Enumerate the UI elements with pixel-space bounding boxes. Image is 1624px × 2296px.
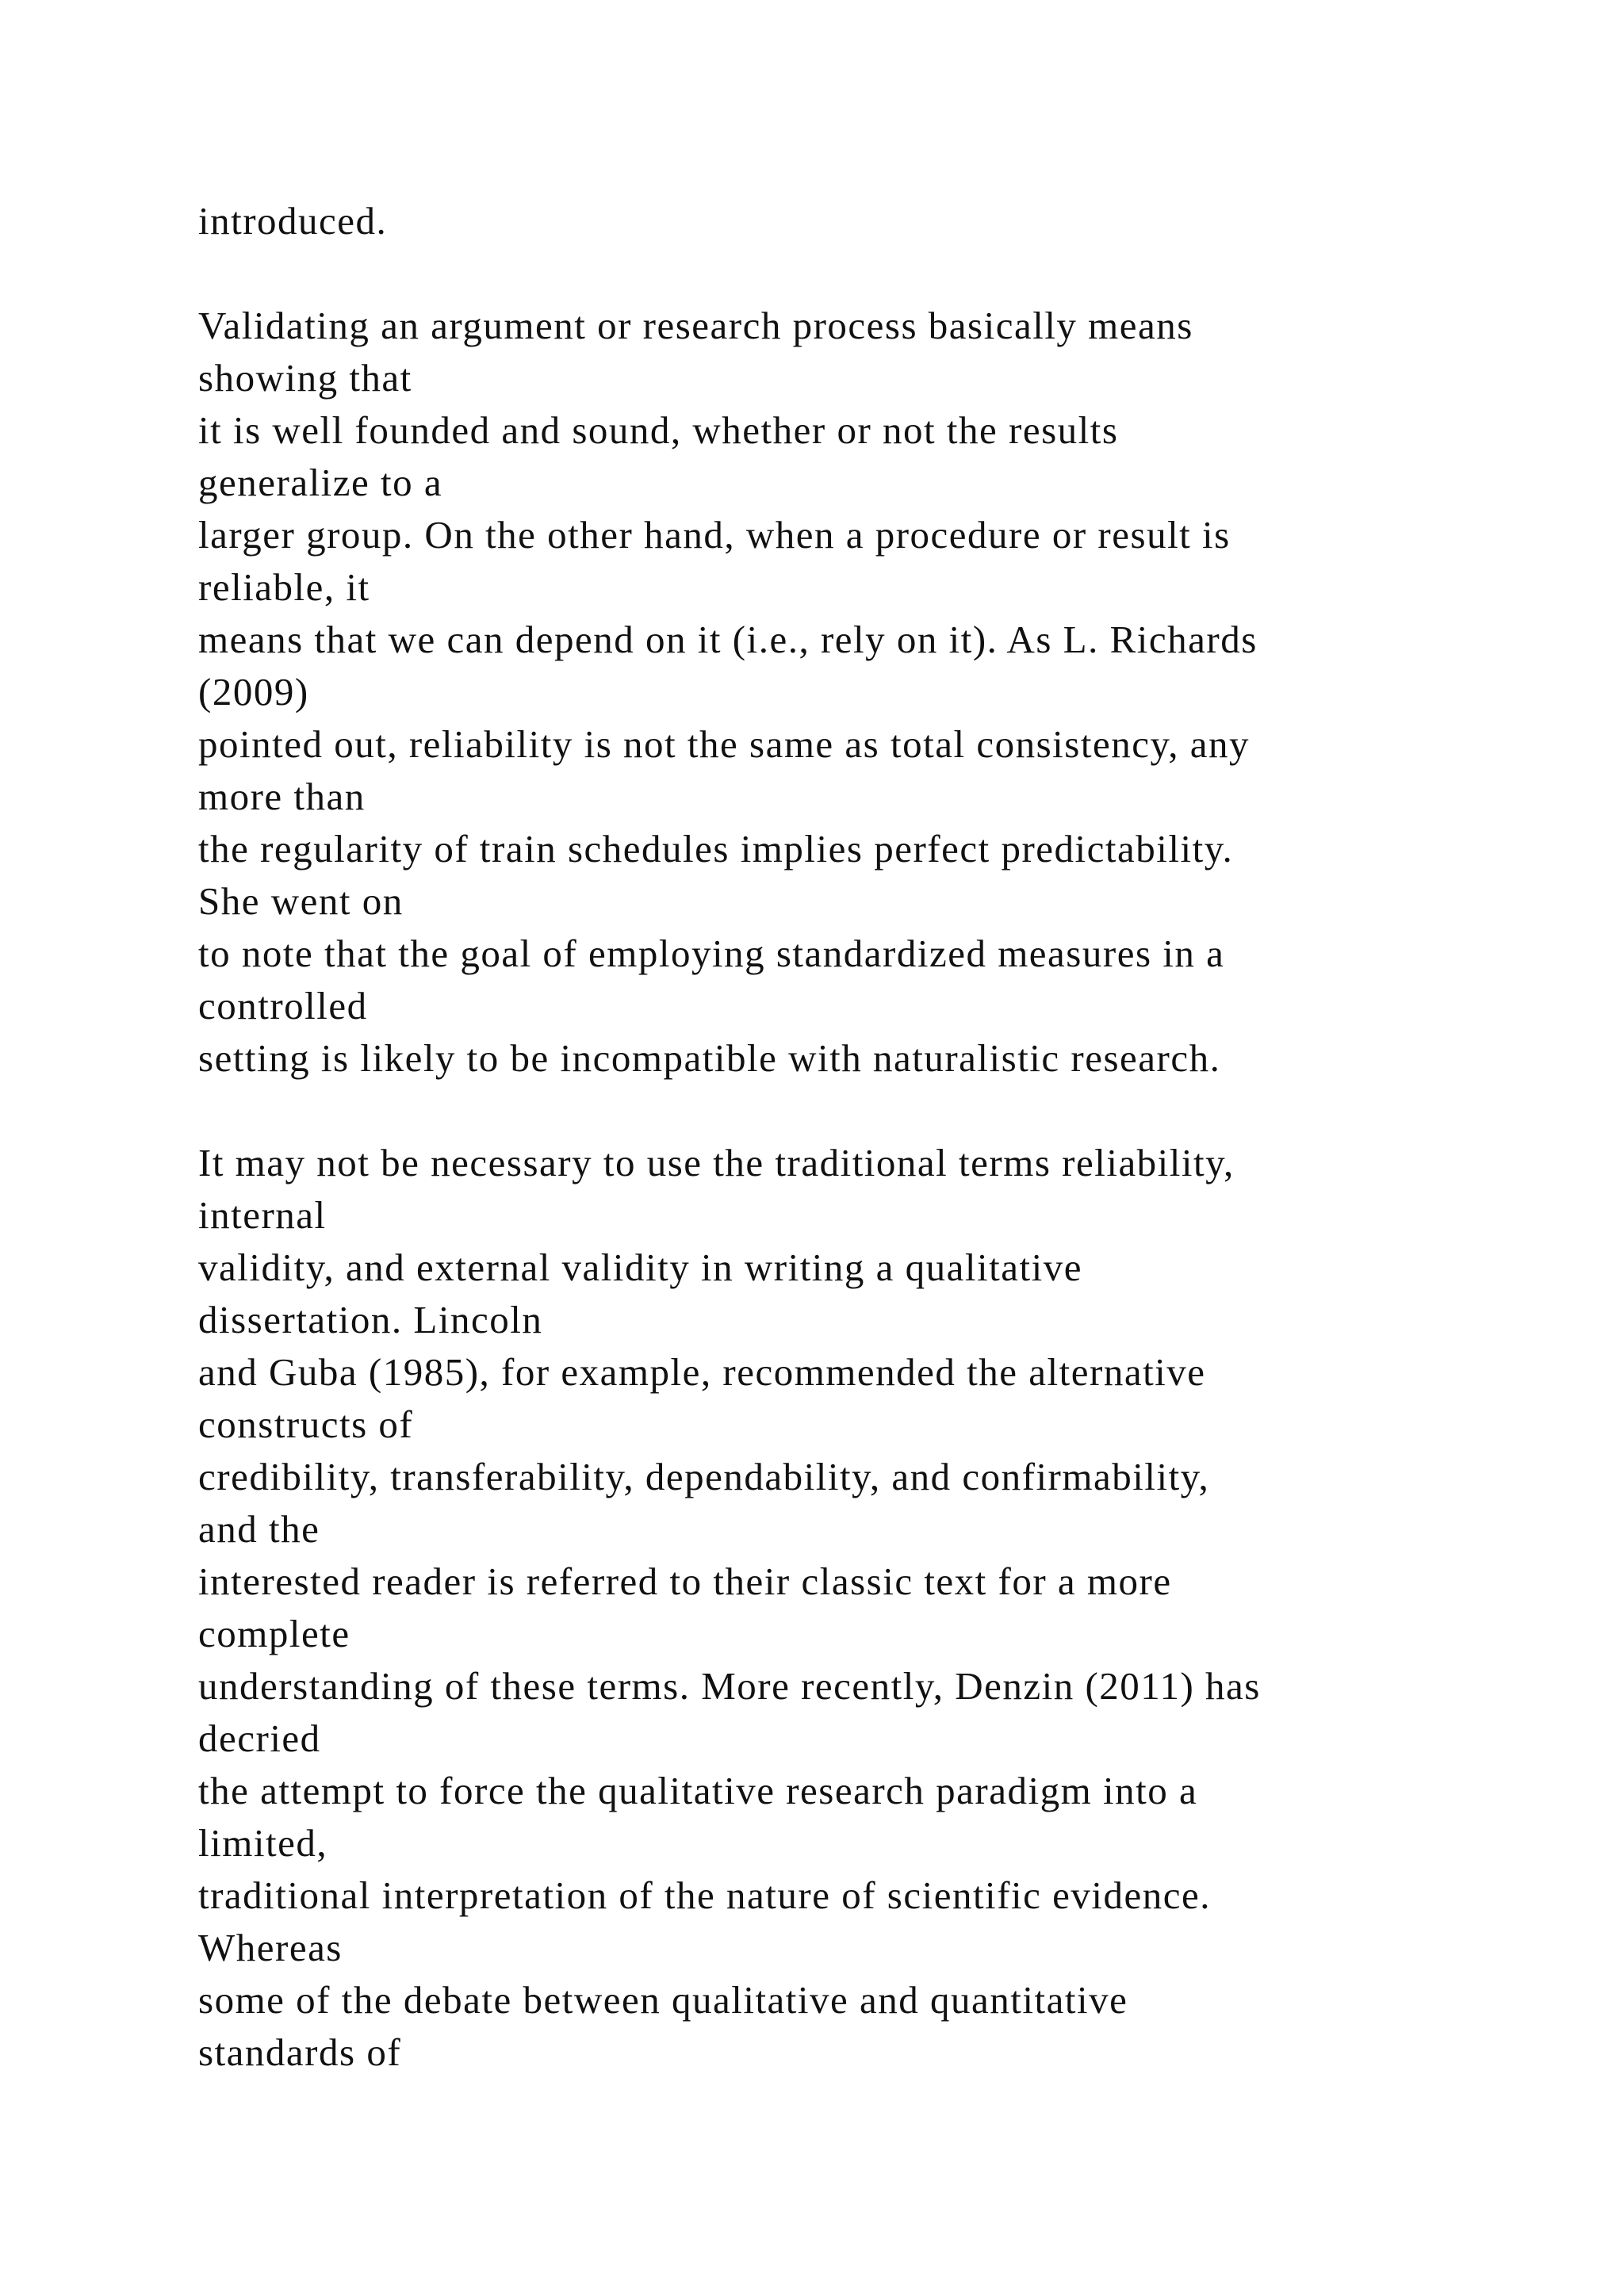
- text-line: controlled: [198, 984, 368, 1027]
- text-line: to note that the goal of employing standardized measures in a: [198, 932, 1225, 975]
- text-line: traditional interpretation of the nature of scientific evidence.: [198, 1873, 1211, 1917]
- text-line: interested reader is referred to their classic text for a more: [198, 1559, 1172, 1603]
- text-line: limited,: [198, 1821, 328, 1865]
- text-line: showing that: [198, 356, 412, 400]
- text-line: standards of: [198, 2030, 402, 2074]
- text-line: internal: [198, 1193, 327, 1237]
- text-line: larger group. On the other hand, when a procedure or result is: [198, 513, 1231, 557]
- text-line: credibility, transferability, dependability, and confirmability,: [198, 1455, 1210, 1498]
- text-line: it is well founded and sound, whether or not the results: [198, 408, 1119, 452]
- text-line: understanding of these terms. More recently, Denzin (2011) has: [198, 1664, 1261, 1708]
- text-line: pointed out, reliability is not the same as total consistency, any: [198, 722, 1251, 766]
- text-line: some of the debate between qualitative and quantitative: [198, 1978, 1128, 2022]
- text-line: Whereas: [198, 1926, 343, 1969]
- text-line: means that we can depend on it (i.e., rely on it). As L. Richards: [198, 618, 1258, 661]
- text-line: setting is likely to be incompatible with naturalistic research.: [198, 1036, 1221, 1080]
- text-line: complete: [198, 1612, 350, 1655]
- paragraph-gap: [198, 1085, 1546, 1137]
- text-line: reliable, it: [198, 565, 370, 609]
- text-line: validity, and external validity in writing a qualitative: [198, 1246, 1082, 1289]
- text-line: decried: [198, 1716, 321, 1760]
- text-line: dissertation. Lincoln: [198, 1298, 543, 1341]
- text-line: She went on: [198, 879, 404, 923]
- text-line: introduced.: [198, 199, 388, 243]
- text-line: Validating an argument or research process basically means: [198, 304, 1193, 347]
- text-line: and the: [198, 1507, 320, 1551]
- text-line: more than: [198, 775, 366, 818]
- text-line: the attempt to force the qualitative research paradigm into a: [198, 1769, 1198, 1812]
- text-line: (2009): [198, 670, 309, 714]
- text-line: the regularity of train schedules implies perfect predictability.: [198, 827, 1234, 871]
- text-line: and Guba (1985), for example, recommended the alternative: [198, 1350, 1206, 1394]
- paragraph-gap: [198, 247, 1546, 300]
- text-line: generalize to a: [198, 461, 443, 504]
- text-line: constructs of: [198, 1402, 414, 1446]
- body-text: [198, 195, 1546, 2079]
- text-line: It may not be necessary to use the traditional terms reliability,: [198, 1141, 1235, 1184]
